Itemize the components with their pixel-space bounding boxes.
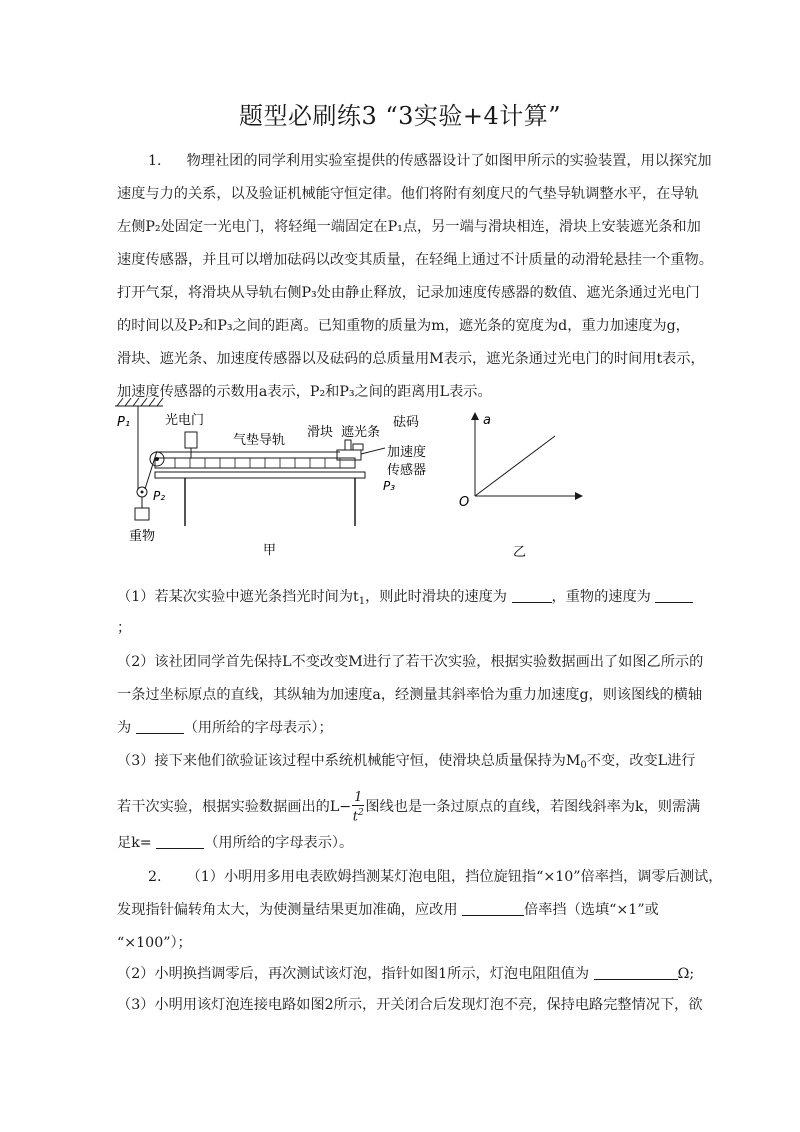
page-title: 题型必刷练3 “3实验+4计算” [238,102,562,130]
photogate [185,432,197,448]
shading-strip [345,440,351,450]
q1-intro-line-6: 的时间以及P₂和P₃之间的距离。已知重物的质量为m，遮光条的宽度为d，重力加速度为g， [117,318,690,334]
graph-line [475,436,555,496]
q1-part1-end: ； [117,620,132,636]
caption-a: 甲 [263,543,277,558]
graph-axis-y-label: a [483,413,491,428]
track-scale [175,458,340,468]
q2-line-3: “×100”）； [117,935,192,951]
q1-intro-line-2: 速度与力的关系，以及验证机械能守恒定律。他们将附有刻度尺的气垫导轨调整水平，在导轨 [117,186,699,202]
q2-line-1: 2. （1）小明用多用电表欧姆挡测某灯泡电阻，挡位旋钮指“×10”倍率挡，调零后测试， [148,869,723,885]
answer-blank-resistance[interactable] [594,965,678,980]
q1-part3-line-2: 若干次实验，根据实验数据画出的L− $\frac{1}{t^2}$ 图线也是一条过原点的直线，若图线斜率为k，则需满 [117,790,701,825]
experiment-figure [115,396,635,566]
q1-intro-line-1: 物理社团的同学利用实验室提供的传感器设计了如图甲所示的实验装置，用以探究加 [186,153,712,169]
q2-line-4: （2）小明换挡调零后，再次测试该灯泡，指针如图1所示，灯泡电阻阻值为 Ω; [117,966,695,982]
label-p1: P₁ [117,415,131,430]
answer-blank-weight-velocity[interactable] [655,588,693,603]
q1-intro-line-8: 加速度传感器的示数用a表示，P₂和P₃之间的距离用L表示。 [117,384,492,400]
q1-part2-line-2: 一条过坐标原点的直线，其纵轴为加速度a，经测量其斜率恰为重力加速度g，则该图线的横轴 [117,687,703,703]
q1-intro-line-5: 打开气泵，将滑块从导轨右侧P₃处由静止释放，记录加速度传感器的数值、遮光条通过光电门 [117,285,700,301]
q1-intro-line-3: 左侧P₂处固定一光电门，将轻绳一端固定在P₁点，另一端与滑块相连，滑块上安装遮光条和加 [117,219,701,235]
q1-part2-line-3: 为 （用所给的字母表示）； [117,720,333,736]
q1-intro-line-7: 滑块、遮光条、加速度传感器以及砝码的总质量用M表示，遮光条通过光电门的时间用t表示， [117,351,705,367]
label-p2: P₂ [153,489,166,503]
answer-blank-slope-k[interactable] [156,834,204,849]
sensor-leader [361,448,385,454]
graph-y-arrow [471,412,479,420]
weights-block [353,444,363,450]
q1-number: 1. [148,153,162,169]
rope-right [145,451,157,489]
label-strip: 遮光条 [341,425,381,440]
answer-blank-multiplier[interactable] [462,901,524,916]
answer-blank-slider-velocity[interactable] [512,588,552,603]
q1-line-1 [148,150,712,170]
graph-b [459,412,583,560]
ceiling-hatch [115,398,163,406]
label-slider: 滑块 [307,425,334,440]
label-sensor-1: 加速度 [387,445,427,460]
fraction-1-over-t2: $\frac{1}{t^2}$ [352,790,364,825]
q1-part1: （1）若某次实验中遮光条挡光时间为$t_1$，则此时滑块的速度为 ，重物的速度为 [117,586,693,606]
graph-x-arrow [575,492,583,500]
q1-part2-line-1: （2）该社团同学首先保持L不变改变M进行了若干次实验，根据实验数据画出了如图乙所示的 [117,654,704,670]
q1-part3-line-3: 足k= （用所给的字母表示）。 [117,835,354,851]
label-heavy: 重物 [129,529,156,544]
label-p3: P₃ [383,479,396,493]
label-gate: 光电门 [165,413,205,428]
q2-line-5: （3）小明用该灯泡连接电路如图2所示，开关闭合后发现灯泡不亮，保持电路完整情况下，欲 [117,997,703,1013]
answer-blank-x-axis[interactable] [136,719,184,734]
q2-number: 2. [148,869,162,885]
table-top [155,472,365,478]
graph-origin: O [459,495,470,510]
label-track: 气垫导轨 [233,433,286,448]
caption-b: 乙 [513,545,527,560]
label-sensor-2: 传感器 [387,463,427,478]
weight-block [135,508,149,520]
q1-part3-line-1: （3）接下来他们欲验证该过程中系统机械能守恒，使滑块总质量保持为$M_0$不变，改变L进行 [117,753,696,771]
q2-line-2: 发现指针偏转角太大，为使测量结果更加准确，应改用 倍率挡（选填“×1”或 [117,902,659,918]
label-weights: 砝码 [393,415,420,430]
q1-intro-line-4: 速度传感器，并且可以增加砝码以改变其质量，在轻绳上通过不计质量的动滑轮悬挂一个重物。 [117,252,713,268]
pulley-axle [141,491,144,494]
